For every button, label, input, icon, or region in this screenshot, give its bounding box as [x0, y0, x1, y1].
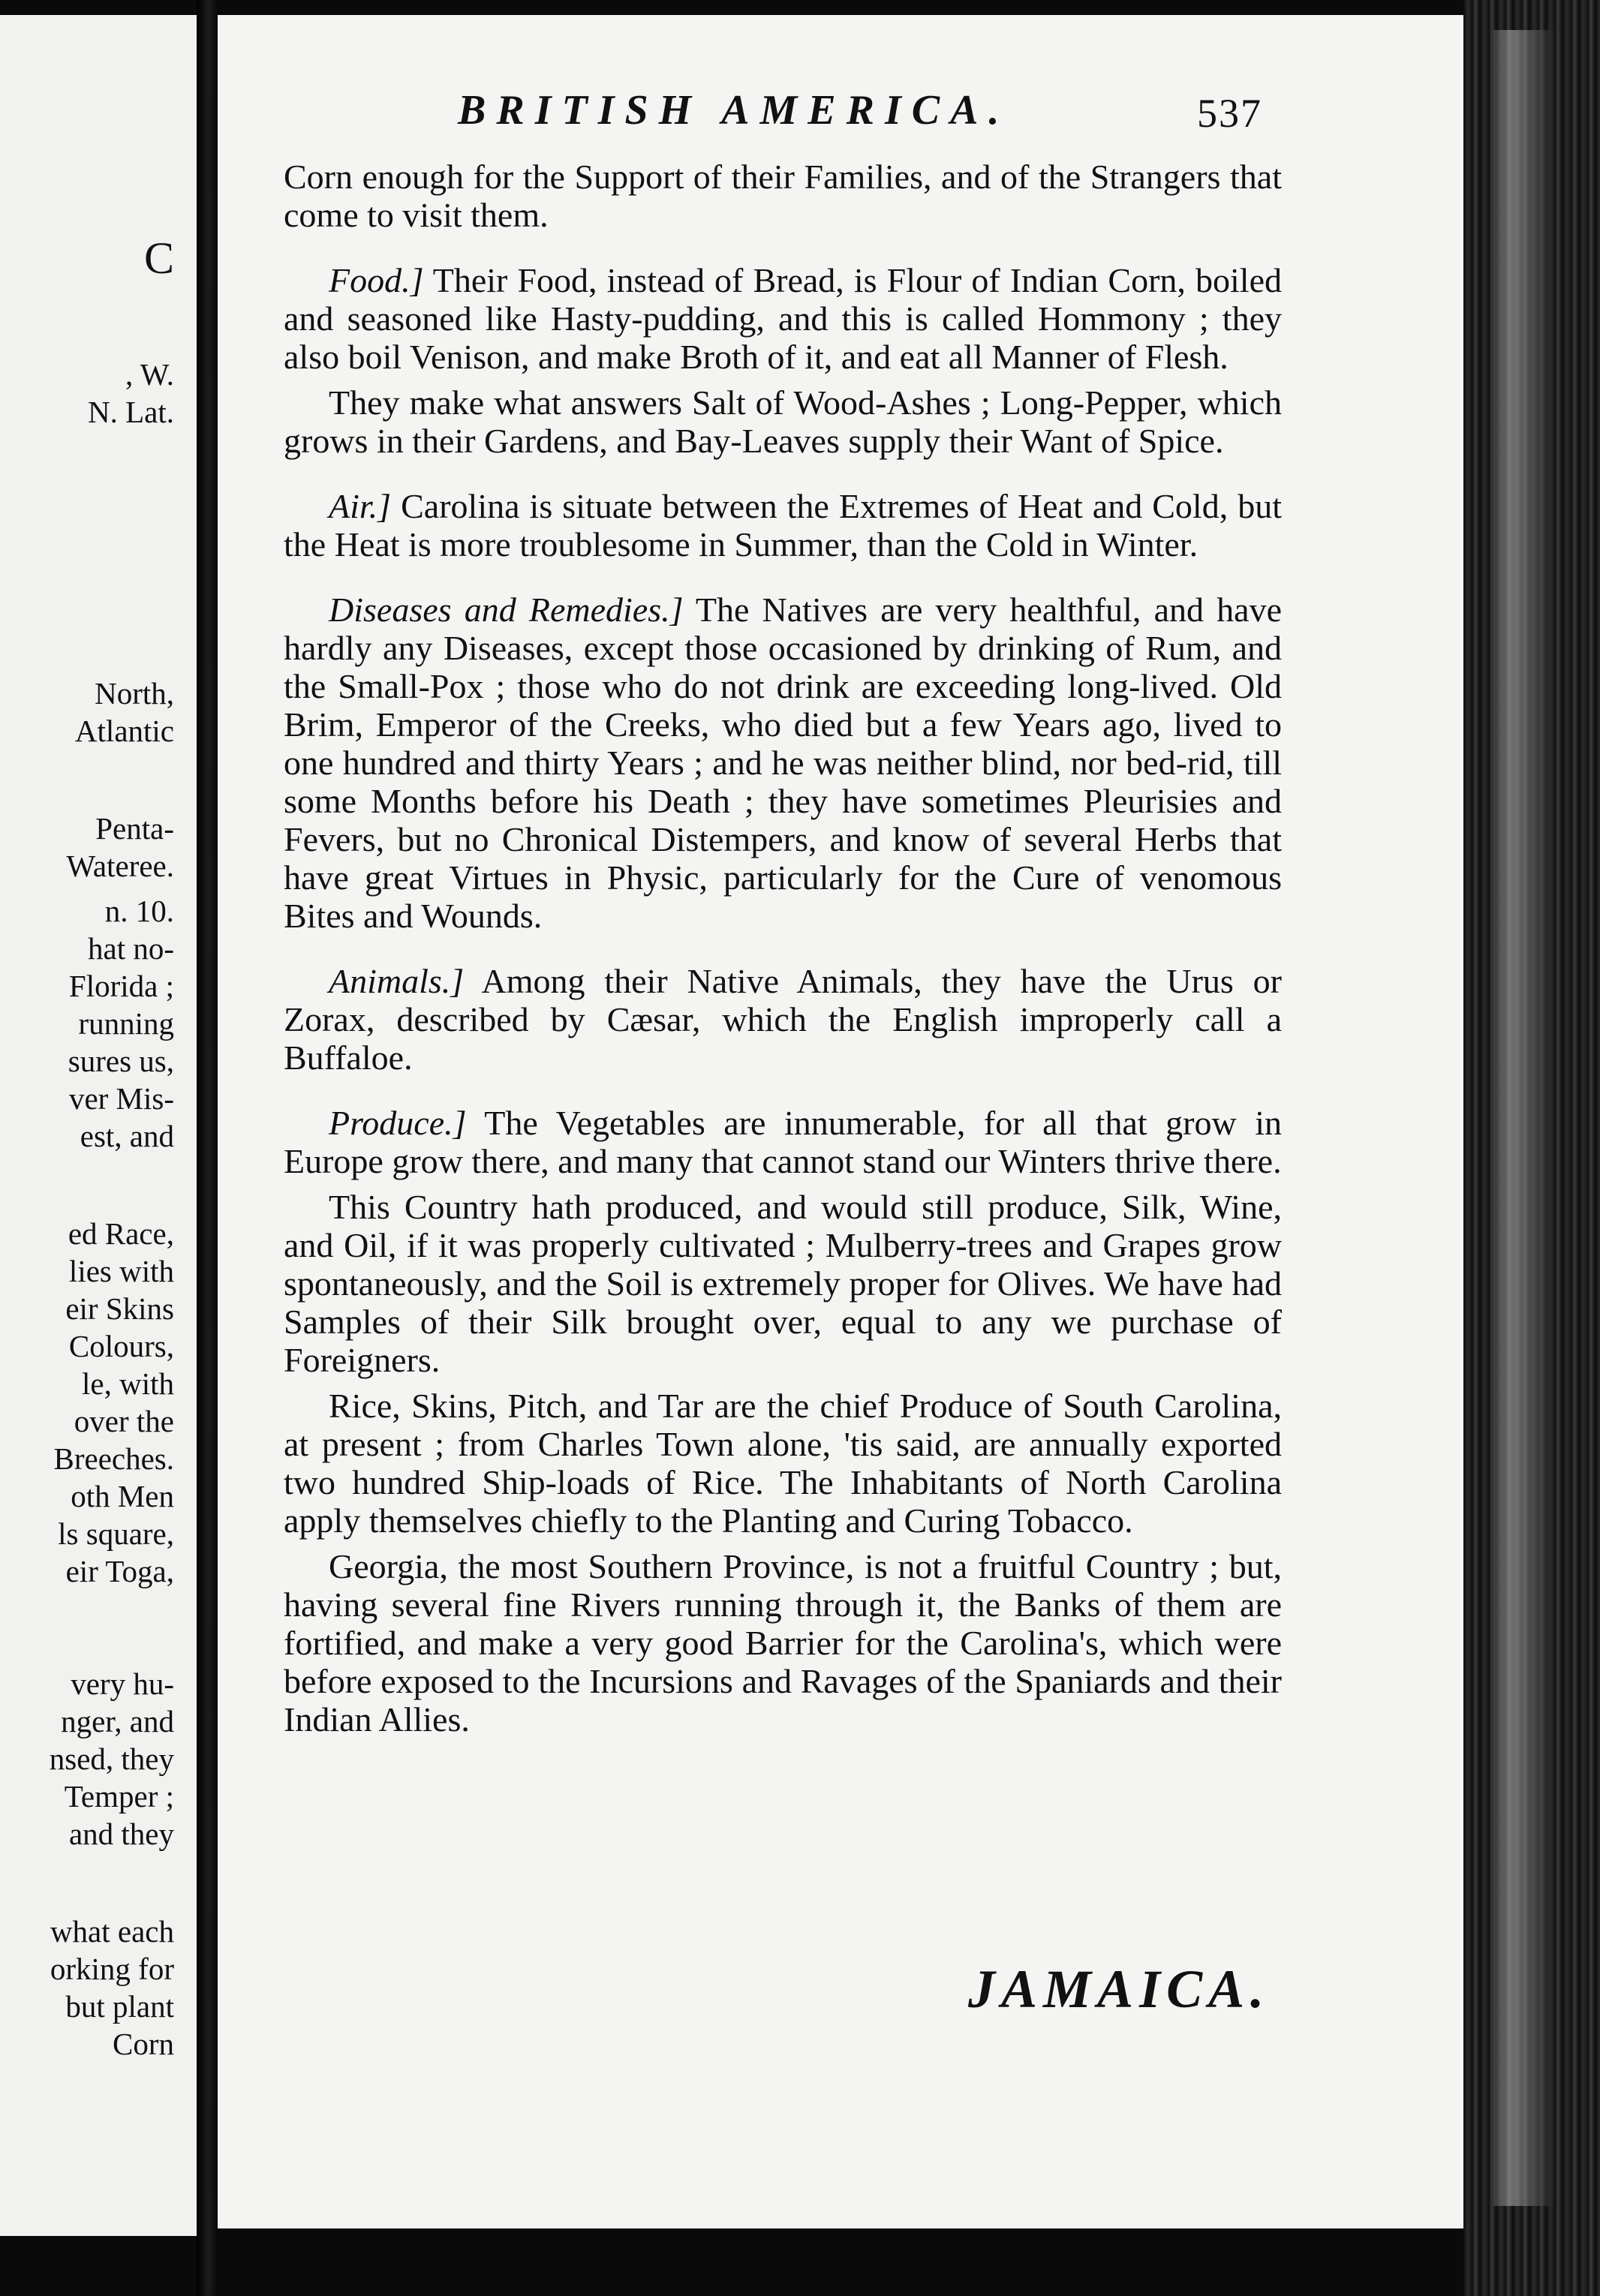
section-heading: Air.]	[329, 487, 392, 525]
left-page-line: Colours,	[68, 1329, 174, 1363]
left-page-line: ver Mis-	[68, 1081, 174, 1116]
left-page-line: and they	[68, 1817, 174, 1851]
section-heading: Diseases and Remedies.]	[329, 591, 684, 629]
left-page-line: Wateree.	[66, 849, 174, 883]
left-page-line: Florida ;	[68, 969, 174, 1003]
page-body	[284, 158, 1282, 1766]
main-page	[218, 15, 1463, 2228]
paragraph: They make what answers Salt of Wood-Ashes ; Long-Pepper, which grows in their Gardens, and Bay-Leaves supply their Want of Spice.	[284, 383, 1282, 460]
left-page-line: Corn	[113, 2027, 174, 2061]
paragraph-produce: Produce.] The Vegetables are innumerable, for all that grow in Europe grow there, and many that cannot stand our Winters thrive there.	[284, 1104, 1282, 1180]
section-heading: Animals.]	[329, 962, 465, 1000]
left-page-line: Atlantic	[74, 714, 174, 748]
left-page-line: ls square,	[58, 1516, 174, 1551]
paragraph: Corn enough for the Support of their Families, and of the Strangers that come to visit them.	[284, 158, 1282, 234]
left-page-line: but plant	[65, 1989, 174, 2024]
left-page-line: running	[78, 1006, 174, 1041]
left-page-line: nsed, they	[49, 1742, 174, 1776]
left-page-line: C	[143, 233, 174, 283]
page-edge-highlight	[1493, 30, 1553, 2206]
left-page-line: le, with	[82, 1366, 174, 1401]
left-page-line: oth Men	[71, 1479, 174, 1513]
paragraph: This Country hath produced, and would still produce, Silk, Wine, and Oil, if it was properly cultivated ; Mulberry-trees and Grapes grow spontaneously, and the Soil is extremely proper for Olives. We have had Samples of their Silk brought over, equal to any we purchase of Foreigners.	[284, 1188, 1282, 1379]
left-page-line: orking for	[50, 1952, 174, 1986]
paragraph-diseases: Diseases and Remedies.] The Natives are very healthful, and have hardly any Diseases, except those occasioned by drinking of Rum, and the Small-Pox ; those who do not drink are exceeding long-lived. Old Brim, Emperor of the Creeks, who died but a few Years ago, lived to one hundred and thirty Years ; and he was neither blind, nor bed-rid, till some Months before his Death ; they have sometimes Pleurisies and Fevers, but no Chronical Distempers, and know of several Herbs that have great Virtues in Physic, particularly for the Cure of venomous Bites and Wounds.	[284, 591, 1282, 935]
left-page-line: eir Toga,	[65, 1554, 174, 1588]
book-gutter	[197, 0, 219, 2296]
left-page-line: eir Skins	[65, 1291, 174, 1326]
left-page-line: ed Race,	[68, 1216, 174, 1251]
left-page-line: Penta-	[95, 811, 174, 846]
left-page-line: hat no-	[88, 931, 174, 966]
left-page-line: nger, and	[61, 1704, 174, 1739]
page-number: 537	[1197, 91, 1262, 136]
page-edges	[1463, 0, 1600, 2296]
paragraph: Rice, Skins, Pitch, and Tar are the chief Produce of South Carolina, at present ; from Charles Town alone, 'tis said, are annually exported two hundred Ship-loads of Rice. The Inhabitants of North Carolina apply themselves chiefly to the Planting and Curing Tobacco.	[284, 1387, 1282, 1540]
catchword: JAMAICA.	[968, 1959, 1271, 2019]
left-page-line: very hu-	[71, 1666, 174, 1701]
paragraph-food: Food.] Their Food, instead of Bread, is Flour of Indian Corn, boiled and seasoned like Hasty-pudding, and this is called Hommony ; they also boil Venison, and make Broth of it, and eat all Manner of Flesh.	[284, 261, 1282, 376]
running-title: BRITISH AMERICA.	[458, 87, 1010, 134]
left-page-line: , W.	[125, 357, 174, 392]
left-page-line: over the	[74, 1404, 174, 1438]
paragraph-air: Air.] Carolina is situate between the Extremes of Heat and Cold, but the Heat is more troublesome in Summer, than the Cold in Winter.	[284, 487, 1283, 563]
left-page-line: n. 10.	[104, 894, 174, 928]
left-page-line: lies with	[68, 1254, 174, 1288]
left-facing-page	[0, 15, 201, 2236]
paragraph-animals: Animals.] Among their Native Animals, they have the Urus or Zorax, described by Cæsar, which the English improperly call a Buffaloe.	[284, 962, 1282, 1077]
paragraph: Georgia, the most Southern Province, is not a fruitful Country ; but, having several fine Rivers running through it, the Banks of them are fortified, and make a very good Barrier for the Carolina's, which were before exposed to the Incursions and Ravages of the Spaniards and their Indian Allies.	[284, 1547, 1282, 1739]
left-page-line: what each	[50, 1914, 174, 1949]
section-heading: Produce.]	[329, 1104, 467, 1142]
left-page-line: Temper ;	[64, 1779, 174, 1814]
left-page-line: est, and	[80, 1119, 174, 1153]
section-heading: Food.]	[329, 261, 424, 299]
left-page-line: North,	[95, 676, 174, 711]
left-page-line: N. Lat.	[88, 395, 174, 429]
left-page-line: sures us,	[68, 1044, 174, 1078]
left-page-line: Breeches.	[53, 1441, 174, 1476]
